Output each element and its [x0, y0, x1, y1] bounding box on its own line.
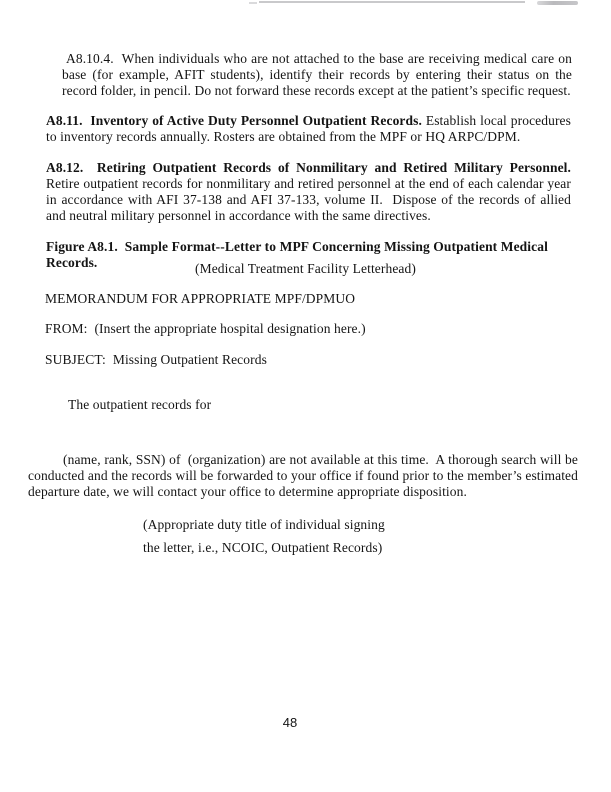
paragraph-a8-12 — [46, 160, 575, 224]
subject-line: SUBJECT: Missing Outpatient Records — [45, 352, 267, 367]
letter-body-main: (name, rank, SSN) of (organization) are not available at this time. A thorough search will be conducted and the records will be forwarded to your office if found prior to the member’s estimated departure date, we will contact your office to determine appropriate disposition. — [28, 452, 582, 499]
page-number: 48 — [282, 715, 298, 730]
scan-artifact-line — [259, 1, 525, 3]
paragraph-a8-11-heading: A8.11. Inventory of Active Duty Personnel Outpatient Records. — [46, 113, 422, 128]
signature-block-line2: the letter, i.e., NCOIC, Outpatient Records) — [143, 540, 383, 555]
paragraph-a8-11-body: Establish local procedures to inventory records annually. Rosters are obtained from the MPF or HQ ARPC/DPM. — [46, 113, 575, 144]
figure-caption: Figure A8.1. Sample Format--Letter to MPF Concerning Missing Outpatient Medical Records. — [46, 239, 552, 270]
scan-artifact-dots — [249, 2, 257, 4]
from-line: FROM: (Insert the appropriate hospital designation here.) — [45, 321, 366, 336]
letter-body-intro: The outpatient records for — [68, 397, 212, 412]
signature-block-line1: (Appropriate duty title of individual signing — [143, 517, 385, 532]
paragraph-a8-12-body: Retire outpatient records for nonmilitary and retired personnel at the end of each calendar year in accordance with AFI 37-138 and AFI 37-133, volume II. Dispose of the records of allied and neutral military personnel in accordance with the same directives. — [46, 160, 575, 223]
memorandum-for-line: MEMORANDUM FOR APPROPRIATE MPF/DPMUO — [45, 291, 356, 306]
letterhead-line: (Medical Treatment Facility Letterhead) — [195, 261, 416, 276]
scan-artifact-smudge — [537, 1, 578, 5]
paragraph-a8-12-heading: A8.12. Retiring Outpatient Records of Nonmilitary and Retired Military Personnel. — [46, 160, 571, 175]
paragraph-a8-10-4: A8.10.4. When individuals who are not attached to the base are receiving medical care on base (for example, AFIT students), identify their records by entering their status on the record folder, in pencil. Do not forward these records except at the patient’s specific request. — [62, 51, 576, 98]
paragraph-a8-11 — [46, 113, 575, 145]
